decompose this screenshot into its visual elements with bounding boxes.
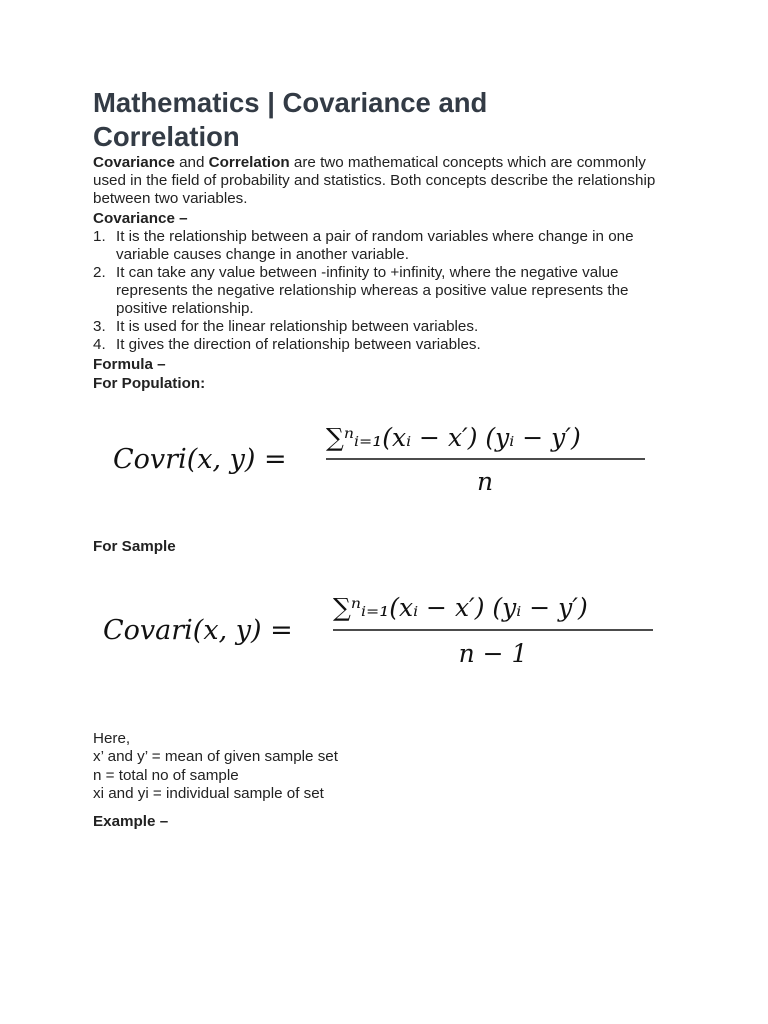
list-item (93, 264, 683, 318)
intro-and: and (174, 154, 209, 171)
covariance-heading: Covariance – (93, 210, 188, 227)
definition-mean: x’ and y’ = mean of given sample set (93, 748, 338, 765)
population-formula-denominator: n (476, 467, 494, 496)
list-item-text: It gives the direction of relationship between variables. (116, 336, 481, 353)
list-item-text: It is the relationship between a pair of random variables where change in one variable causes change in another variable. (116, 228, 634, 263)
intro-rest: are two mathematical concepts which are commonly used in the field of probability and statistics. Both concepts describe the relationship between two variables. (93, 154, 656, 207)
formula-heading: Formula – (93, 356, 166, 373)
list-item-number: 1. (93, 228, 106, 245)
list-item (93, 318, 683, 336)
population-formula-lhs: Covri(x, y) = (113, 444, 287, 475)
list-item (93, 228, 683, 264)
list-item-number: 2. (93, 264, 106, 281)
sample-formula (101, 580, 661, 675)
sample-formula-lhs: Covari(x, y) = (103, 615, 293, 646)
population-heading: For Population: (93, 375, 206, 392)
list-item (93, 336, 683, 354)
list-item-text: It is used for the linear relationship between variables. (116, 318, 479, 335)
sample-formula-denominator: n − 1 (458, 639, 528, 668)
here-label: Here, (93, 730, 131, 747)
population-formula (111, 410, 651, 500)
covariance-points-list (93, 228, 683, 354)
intro-term-covariance: Covariance (93, 154, 175, 171)
list-item-number: 4. (93, 336, 106, 353)
sample-heading: For Sample (93, 538, 176, 555)
intro-term-correlation: Correlation (208, 154, 290, 171)
population-formula-numerator: ∑ⁿᵢ₌₁(xᵢ − x′) (yᵢ − y′) (326, 423, 581, 452)
definition-n: n = total no of sample (93, 767, 239, 784)
intro-paragraph (93, 154, 683, 208)
example-heading: Example – (93, 813, 169, 830)
definition-samples: xi and yi = individual sample of set (93, 785, 324, 802)
sample-formula-numerator: ∑ⁿᵢ₌₁(xᵢ − x′) (yᵢ − y′) (333, 593, 588, 622)
list-item-text: It can take any value between -infinity to +infinity, where the negative value represents the negative relationship whereas a positive value represents the positive relationship. (116, 264, 629, 317)
list-item-number: 3. (93, 318, 106, 335)
page-title: Mathematics | Covariance and Correlation (93, 87, 488, 152)
